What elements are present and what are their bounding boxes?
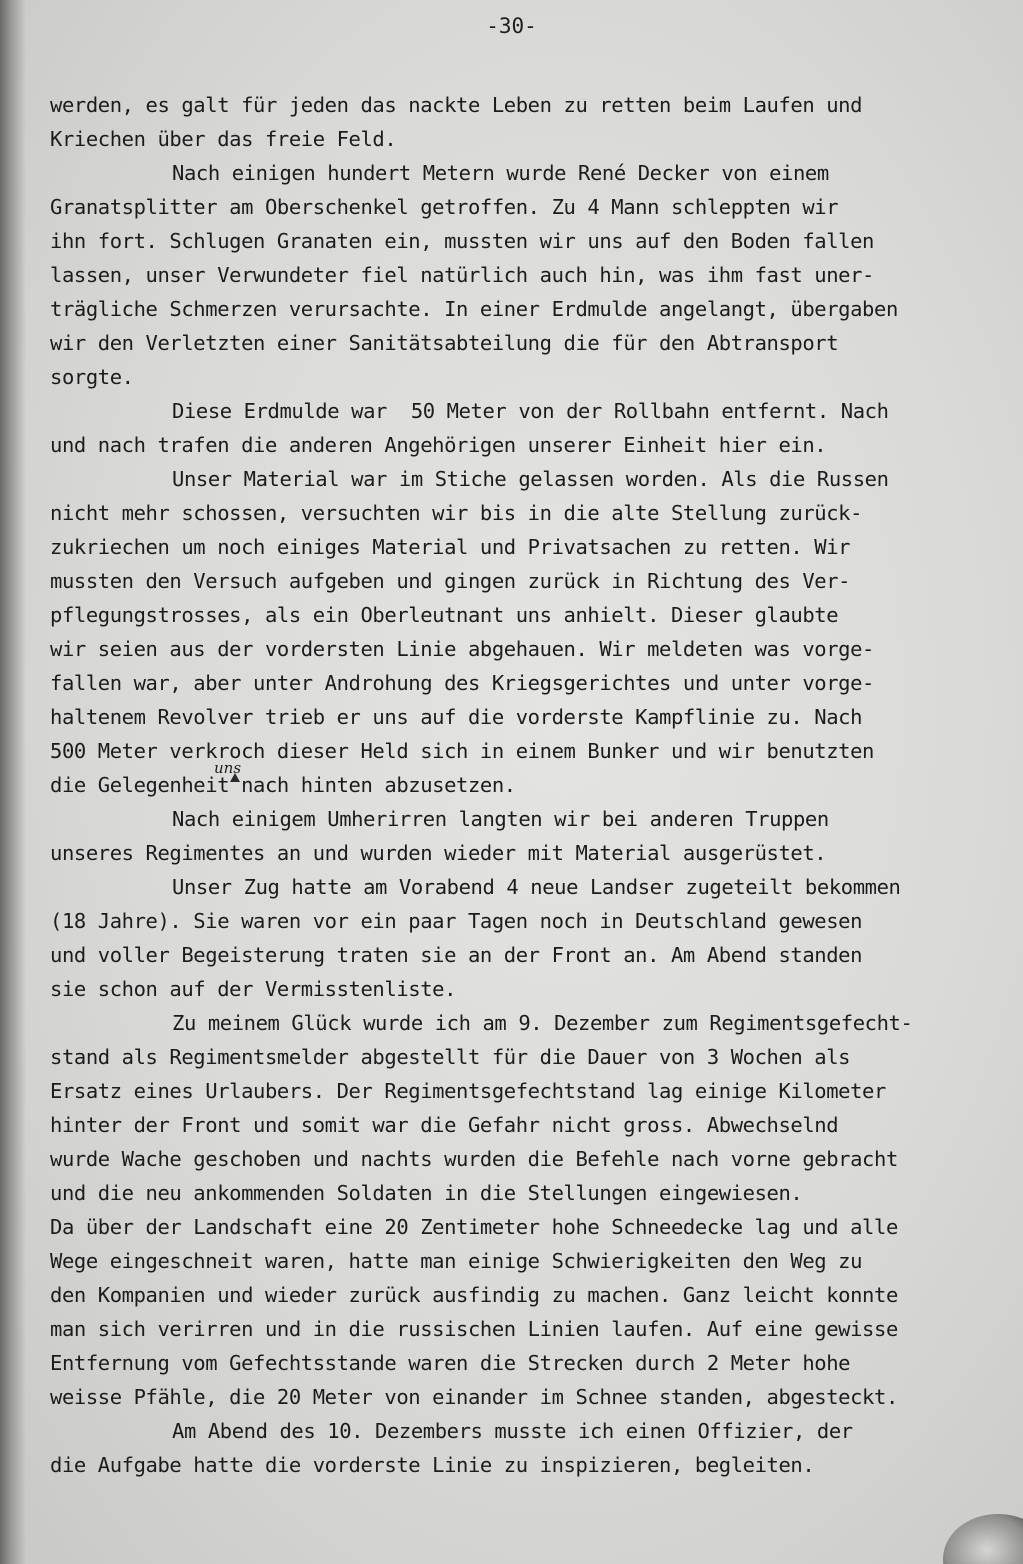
text-line: (18 Jahre). Sie waren vor ein paar Tagen noch in Deutschland gewesen — [50, 909, 863, 933]
text-line: nicht mehr schossen, versuchten wir bis in die alte Stellung zurück- — [50, 501, 863, 525]
text-line: wir den Verletzten einer Sanitätsabteilung die für den Abtransport — [50, 331, 839, 355]
text-line: Entfernung vom Gefechtsstande waren die Strecken durch 2 Meter hohe — [50, 1351, 851, 1375]
text-line: Granatsplitter am Oberschenkel getroffen. Zu 4 Mann schleppten wir — [50, 195, 839, 219]
text-line: lassen, unser Verwundeter fiel natürlich auch hin, was ihm fast uner- — [50, 263, 875, 287]
text-line: man sich verirren und in die russischen Linien laufen. Auf eine gewisse — [50, 1317, 898, 1341]
text-line: mussten den Versuch aufgeben und gingen zurück in Richtung des Ver- — [50, 569, 851, 593]
text-line: wurde Wache geschoben und nachts wurden die Befehle nach vorne gebracht — [50, 1147, 898, 1171]
text-line: sie schon auf der Vermisstenliste. — [50, 977, 457, 1001]
text-line: Unser Zug hatte am Vorabend 4 neue Landser zugeteilt bekommen — [172, 875, 901, 899]
page-corner-curl — [943, 1514, 1023, 1564]
page-number: -30- — [486, 14, 537, 38]
insertion-caret-mark — [230, 773, 240, 782]
text-line: pflegungstrosses, als ein Oberleutnant uns anhielt. Dieser glaubte — [50, 603, 839, 627]
text-line: haltenem Revolver trieb er uns auf die vorderste Kampflinie zu. Nach — [50, 705, 863, 729]
text-line: die Aufgabe hatte die vorderste Linie zu inspizieren, begleiten. — [50, 1453, 815, 1477]
text-line: wir seien aus der vordersten Linie abgehauen. Wir meldeten was vorge- — [50, 637, 875, 661]
text-line: und die neu ankommenden Soldaten in die Stellungen eingewiesen. — [50, 1181, 803, 1205]
text-body — [50, 88, 1005, 1482]
text-line: und voller Begeisterung traten sie an der Front an. Am Abend standen — [50, 943, 863, 967]
text-line: werden, es galt für jeden das nackte Leben zu retten beim Laufen und — [50, 93, 863, 117]
text-line: und nach trafen die anderen Angehörigen unserer Einheit hier ein. — [50, 433, 827, 457]
text-line: stand als Regimentsmelder abgestellt für die Dauer von 3 Wochen als — [50, 1045, 851, 1069]
text-line: trägliche Schmerzen verursachte. In einer Erdmulde angelangt, übergaben — [50, 297, 898, 321]
binding-shadow — [0, 0, 26, 1564]
text-line: zukriechen um noch einiges Material und Privatsachen zu retten. Wir — [50, 535, 851, 559]
text-line: Unser Material war im Stiche gelassen worden. Als die Russen — [172, 467, 889, 491]
text-line: den Kompanien und wieder zurück ausfindig zu machen. Ganz leicht konnte — [50, 1283, 898, 1307]
text-line: sorgte. — [50, 365, 134, 389]
text-line: die Gelegenheit nach hinten abzusetzen. — [50, 773, 516, 797]
handwritten-insertion: uns — [214, 759, 242, 777]
text-line: fallen war, aber unter Androhung des Kriegsgerichtes und unter vorge- — [50, 671, 875, 695]
text-line: hinter der Front und somit war die Gefahr nicht gross. Abwechselnd — [50, 1113, 839, 1137]
text-line: Zu meinem Glück wurde ich am 9. Dezember zum Regimentsgefecht- — [172, 1011, 913, 1035]
text-line: Ersatz eines Urlaubers. Der Regimentsgefechtstand lag einige Kilometer — [50, 1079, 886, 1103]
text-line: Nach einigem Umherirren langten wir bei anderen Truppen — [172, 807, 829, 831]
text-line: Am Abend des 10. Dezembers musste ich einen Offizier, der — [172, 1419, 853, 1443]
text-line: ihn fort. Schlugen Granaten ein, mussten wir uns auf den Boden fallen — [50, 229, 875, 253]
text-line: Kriechen über das freie Feld. — [50, 127, 397, 151]
text-line: Nach einigen hundert Metern wurde René Decker von einem — [172, 161, 829, 185]
text-line: unseres Regimentes an und wurden wieder mit Material ausgerüstet. — [50, 841, 827, 865]
text-line: Diese Erdmulde war 50 Meter von der Rollbahn entfernt. Nach — [172, 399, 889, 423]
text-line: Wege eingeschneit waren, hatte man einige Schwierigkeiten den Weg zu — [50, 1249, 863, 1273]
text-line: weisse Pfähle, die 20 Meter von einander im Schnee standen, abgesteckt. — [50, 1385, 898, 1409]
text-line: 500 Meter verkroch dieser Held sich in einem Bunker und wir benutzten — [50, 739, 875, 763]
text-line: Da über der Landschaft eine 20 Zentimeter hohe Schneedecke lag und alle — [50, 1215, 898, 1239]
